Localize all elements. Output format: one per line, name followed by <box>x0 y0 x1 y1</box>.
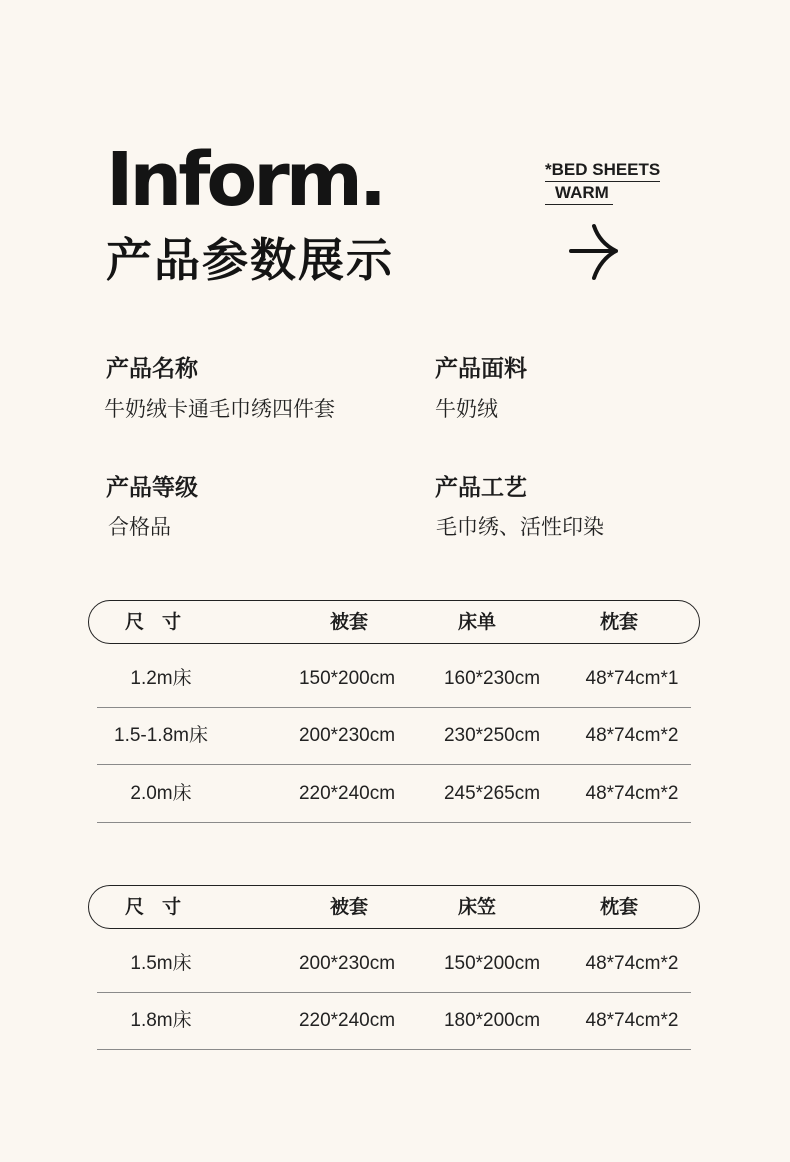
table-row <box>97 650 691 708</box>
cell-duvet-cover: 220*240cm <box>298 1010 396 1031</box>
cell-bed-sheet: 160*230cm <box>443 668 541 689</box>
cell-duvet-cover: 220*240cm <box>298 783 396 804</box>
cell-duvet-cover: 150*200cm <box>298 668 396 689</box>
cell-size: 1.2m床 <box>130 668 192 689</box>
cell-bed-sheet: 230*250cm <box>443 725 541 746</box>
header-pillowcase: 枕套 <box>599 611 638 633</box>
product-craft-label: 产品工艺 <box>435 475 527 501</box>
tag-warm: WARM <box>545 183 613 205</box>
table-row <box>97 707 691 765</box>
cell-pillowcase: 48*74cm*1 <box>585 668 679 689</box>
cell-size: 1.5m床 <box>130 953 192 974</box>
product-grade-label: 产品等级 <box>106 475 198 501</box>
arrow-right-icon <box>568 220 620 286</box>
table-row <box>97 992 691 1050</box>
header-size: 尺寸 <box>124 611 199 633</box>
table-row <box>97 765 691 823</box>
cell-fitted-sheet: 180*200cm <box>443 1010 541 1031</box>
cell-pillowcase: 48*74cm*2 <box>585 953 679 974</box>
cell-pillowcase: 48*74cm*2 <box>585 783 679 804</box>
table-header <box>88 885 700 929</box>
cell-pillowcase: 48*74cm*2 <box>585 1010 679 1031</box>
size-table-fitted <box>88 885 700 1051</box>
table-row <box>97 935 691 993</box>
header-fitted-sheet: 床笠 <box>457 896 496 918</box>
cell-size: 1.8m床 <box>130 1010 192 1031</box>
cell-fitted-sheet: 150*200cm <box>443 953 541 974</box>
cell-duvet-cover: 200*230cm <box>298 953 396 974</box>
cell-duvet-cover: 200*230cm <box>298 725 396 746</box>
title-chinese: 产品参数展示 <box>106 233 394 287</box>
header-pillowcase: 枕套 <box>599 896 638 918</box>
header-duvet-cover: 被套 <box>329 896 368 918</box>
header-bed-sheet: 床单 <box>457 611 496 633</box>
size-table-sheet <box>88 600 700 824</box>
header-duvet-cover: 被套 <box>329 611 368 633</box>
cell-pillowcase: 48*74cm*2 <box>585 725 679 746</box>
product-name-value: 牛奶绒卡通毛巾绣四件套 <box>104 397 335 421</box>
product-grade-value: 合格品 <box>108 515 171 539</box>
header-size: 尺寸 <box>124 896 199 918</box>
product-name-label: 产品名称 <box>106 356 198 382</box>
cell-size: 1.5-1.8m床 <box>114 725 208 746</box>
product-craft-value: 毛巾绣、活性印染 <box>436 515 604 539</box>
table-header <box>88 600 700 644</box>
tag-bed-sheets: *BED SHEETS <box>545 160 660 182</box>
title-english: Inform. <box>106 137 383 223</box>
cell-size: 2.0m床 <box>130 783 192 804</box>
product-fabric-label: 产品面料 <box>435 356 527 382</box>
product-fabric-value: 牛奶绒 <box>435 397 498 421</box>
cell-bed-sheet: 245*265cm <box>443 783 541 804</box>
